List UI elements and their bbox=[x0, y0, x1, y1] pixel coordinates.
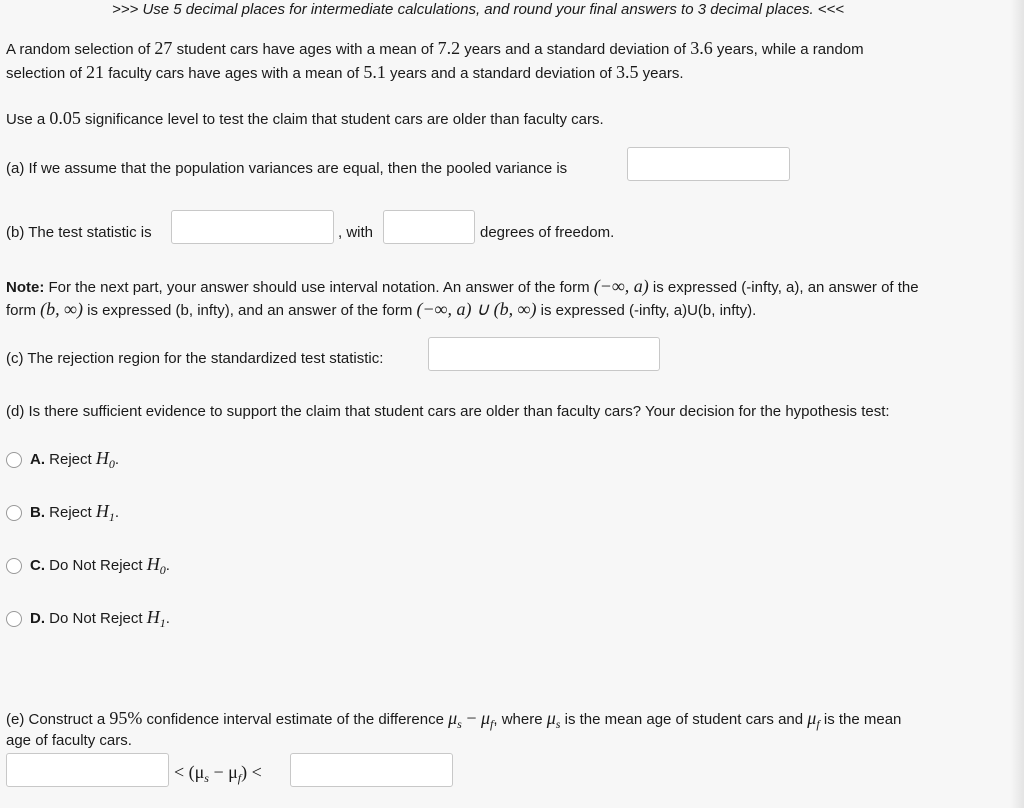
note-bold: Note: bbox=[6, 279, 45, 296]
ci-lower-bound-input[interactable] bbox=[6, 753, 169, 787]
mu-symbol: μ bbox=[807, 708, 817, 728]
option-b-label[interactable] bbox=[30, 501, 119, 522]
note-text: is expressed (b, infty), and an answer of the form bbox=[83, 302, 417, 319]
part-e-text: confidence interval estimate of the difference bbox=[142, 711, 449, 728]
option-letter: A. bbox=[30, 451, 45, 468]
option-a-radio[interactable] bbox=[6, 452, 22, 468]
ci-expression-part: ) < bbox=[241, 762, 262, 782]
mu-subscript: s bbox=[204, 771, 209, 785]
problem-text: student cars have ages with a mean of bbox=[172, 41, 438, 58]
problem-line-1 bbox=[6, 38, 864, 59]
option-dot: . bbox=[114, 504, 120, 521]
hypothesis-symbol: H bbox=[146, 607, 160, 627]
note-text: form bbox=[6, 302, 41, 319]
hypothesis-symbol: H bbox=[95, 448, 109, 468]
option-letter: C. bbox=[30, 557, 45, 574]
note-text: is expressed (-infty, a), an answer of the bbox=[648, 279, 919, 296]
option-text: Reject bbox=[49, 451, 96, 468]
test-statistic-input[interactable] bbox=[171, 210, 334, 244]
part-e-text: is the mean age of student cars and bbox=[560, 711, 808, 728]
mu-subscript: f bbox=[816, 717, 820, 731]
hypothesis-symbol: H bbox=[95, 501, 109, 521]
note-text: For the next part, your answer should use interval notation. An answer of the form bbox=[44, 279, 594, 296]
note-line-1 bbox=[6, 276, 919, 297]
option-c-radio[interactable] bbox=[6, 558, 22, 574]
problem-text: years. bbox=[638, 65, 684, 82]
part-e-line-1 bbox=[6, 708, 901, 729]
mu-symbol: μ bbox=[546, 708, 556, 728]
mu-subscript: f bbox=[490, 717, 494, 731]
part-c-label: (c) The rejection region for the standardized test statistic: bbox=[6, 350, 384, 367]
interval-example-3: (−∞, a) ∪ (b, ∞) bbox=[416, 299, 537, 319]
part-b-label: (b) The test statistic is bbox=[6, 224, 152, 241]
ci-middle-expression bbox=[174, 762, 262, 783]
ci-expression-part: − μ bbox=[208, 762, 238, 782]
alpha-value: 0.05 bbox=[49, 108, 81, 128]
confidence-level: 95% bbox=[109, 708, 143, 728]
ci-upper-bound-input[interactable] bbox=[290, 753, 453, 787]
problem-text: A random selection of bbox=[6, 41, 155, 58]
part-b-with: , with bbox=[338, 224, 374, 241]
option-text: Do Not Reject bbox=[49, 557, 147, 574]
part-a-label: (a) If we assume that the population variances are equal, then the pooled variance is bbox=[6, 160, 568, 177]
option-letter: B. bbox=[30, 504, 45, 521]
part-e-text: (e) Construct a bbox=[6, 711, 110, 728]
hypothesis-subscript: 0 bbox=[159, 563, 166, 577]
mu-symbol: μ bbox=[448, 708, 458, 728]
ci-expression-part: < (μ bbox=[174, 762, 205, 782]
part-b-df-label: degrees of freedom. bbox=[480, 224, 615, 241]
option-dot: . bbox=[114, 451, 120, 468]
option-letter: D. bbox=[30, 610, 45, 627]
problem-text: faculty cars have ages with a mean of bbox=[104, 65, 364, 82]
option-b-radio[interactable] bbox=[6, 505, 22, 521]
option-dot: . bbox=[165, 610, 170, 627]
rejection-region-input[interactable] bbox=[428, 337, 660, 371]
problem-text: years, while a random bbox=[712, 41, 864, 58]
significance-text: Use a bbox=[6, 111, 50, 128]
faculty-mean: 5.1 bbox=[363, 62, 386, 82]
hypothesis-subscript: 1 bbox=[159, 616, 166, 630]
scroll-edge-shade bbox=[1010, 0, 1024, 808]
part-e-line-2: age of faculty cars. bbox=[6, 732, 132, 749]
instruction-text: >>> Use 5 decimal places for intermediate calculations, and round your final answers to 3 decimal places. <<< bbox=[112, 1, 845, 18]
mu-subscript: f bbox=[237, 771, 242, 785]
degrees-of-freedom-input[interactable] bbox=[383, 210, 475, 244]
mu-subscript: s bbox=[457, 717, 462, 731]
student-sample-size: 27 bbox=[154, 38, 173, 58]
mu-subscript: s bbox=[555, 717, 561, 731]
significance-text: significance level to test the claim that student cars are older than faculty cars. bbox=[80, 111, 604, 128]
minus-sign: − bbox=[461, 708, 481, 728]
option-text: Do Not Reject bbox=[49, 610, 147, 627]
hypothesis-subscript: 1 bbox=[108, 510, 115, 524]
problem-text: selection of bbox=[6, 65, 87, 82]
problem-line-2 bbox=[6, 62, 684, 83]
option-a-label[interactable] bbox=[30, 448, 119, 469]
part-e-text: , where bbox=[493, 711, 547, 728]
note-text: is expressed (-infty, a)U(b, infty). bbox=[536, 302, 757, 319]
option-text: Reject bbox=[49, 504, 96, 521]
part-d-question: (d) Is there sufficient evidence to support the claim that student cars are older than faculty cars? Your decision for the hypothesis test: bbox=[6, 403, 890, 420]
student-mean: 7.2 bbox=[437, 38, 461, 58]
option-d-radio[interactable] bbox=[6, 611, 22, 627]
note-line-2 bbox=[6, 299, 756, 320]
mu-symbol: μ bbox=[481, 708, 491, 728]
faculty-sd: 3.5 bbox=[616, 62, 639, 82]
faculty-sample-size: 21 bbox=[86, 62, 105, 82]
pooled-variance-input[interactable] bbox=[627, 147, 790, 181]
hypothesis-symbol: H bbox=[146, 554, 160, 574]
part-e-text: is the mean bbox=[819, 711, 902, 728]
option-dot: . bbox=[165, 557, 170, 574]
interval-example-1: (−∞, a) bbox=[593, 276, 649, 296]
interval-example-2: (b, ∞) bbox=[40, 299, 83, 319]
option-c-label[interactable] bbox=[30, 554, 170, 575]
option-d-label[interactable] bbox=[30, 607, 170, 628]
problem-text: years and a standard deviation of bbox=[460, 41, 691, 58]
student-sd: 3.6 bbox=[690, 38, 713, 58]
hypothesis-subscript: 0 bbox=[108, 457, 115, 471]
significance-line bbox=[6, 108, 604, 129]
problem-text: years and a standard deviation of bbox=[385, 65, 617, 82]
